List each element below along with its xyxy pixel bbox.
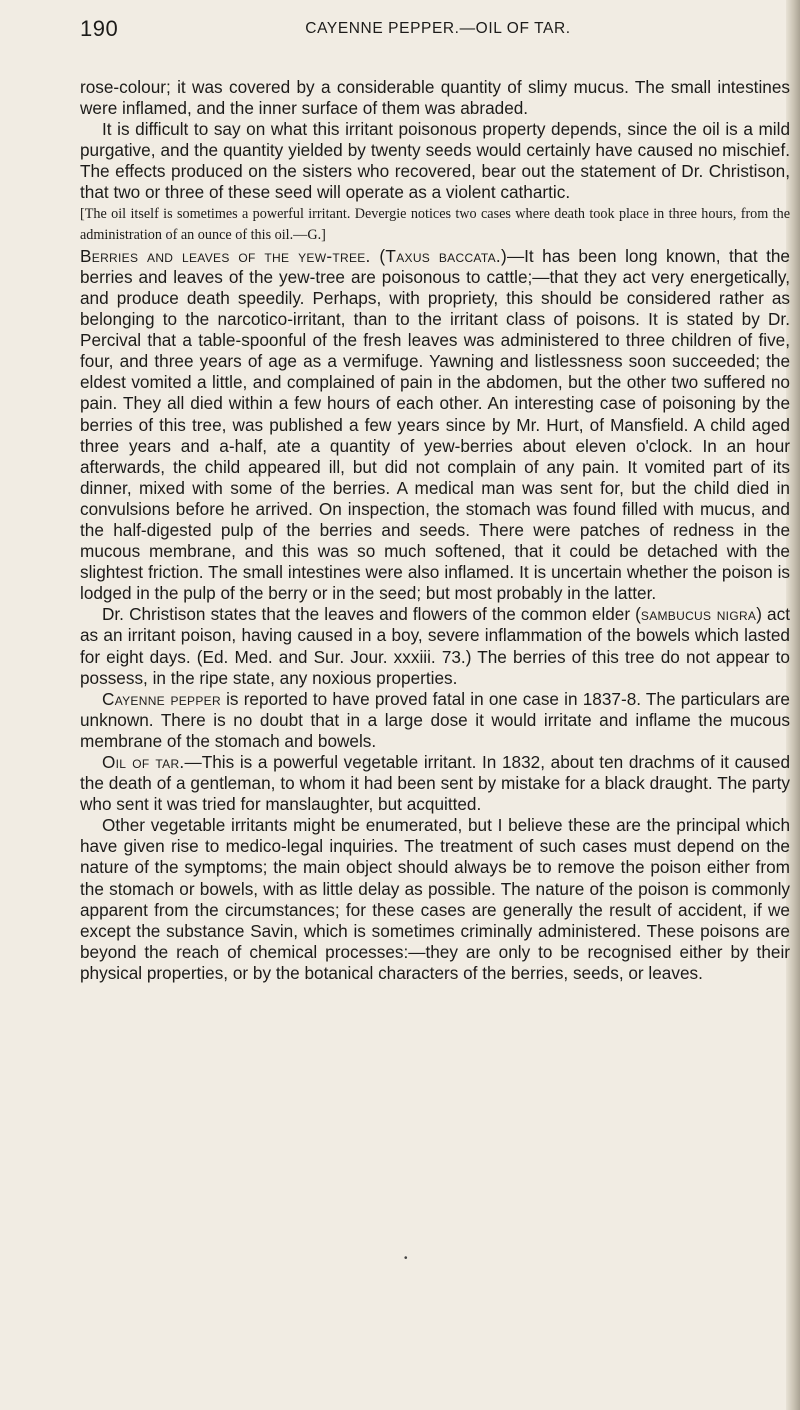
paragraph-irritant-property: It is difficult to say on what this irritant poisonous property depends, since the oil is a mild purgative, and the quantity yielded by twenty seeds would certainly have caused no mischief. The effects produced on the sisters who recovered, bear out the statement of Dr. Christison, that two or three of these seed will operate as a violent cathartic. (80, 119, 790, 203)
cayenne-text: is reported to have proved fatal in one case in 1837-8. The particulars are unknown. There is no doubt that in a large dose it would irritate and inflame the mucous membrane of the stomach and bowels. (80, 688, 790, 751)
paragraph-cayenne (80, 689, 790, 752)
elder-species: sambucus nigra (640, 604, 757, 625)
editor-note: [The oil itself is sometimes a powerful irritant. Devergie notices two cases where death took place in three hours, from the administration of an ounce of this oil.—G.] (80, 205, 790, 243)
running-head: CAYENNE PEPPER.—OIL OF TAR. (305, 20, 571, 37)
paragraph-continuation: rose-colour; it was covered by a considerable quantity of slimy mucus. The small intestines were inflamed, and the inner surface of them was abraded. (80, 77, 790, 119)
section-heading-yew: Berries and leaves of the yew-tree. (Taxus baccata.) (80, 245, 507, 266)
paragraph-elder (80, 604, 790, 688)
elder-text-b: ) act as an irritant poison, having caused in a boy, severe inflammation of the bowels which lasted for eight days. (Ed. Med. and Sur. Jour. xxxiii. 73.) The berries of this tree do not appear to possess, in the ripe state, any noxious properties. (80, 604, 790, 688)
paragraph-other-irritants: Other vegetable irritants might be enumerated, but I believe these are the principal which have given rise to medico-legal inquiries. The treatment of such cases must depend on the nature of the symptoms; the main object should always be to remove the poison either from the stomach or bowels, with as little delay as possible. The nature of the poison is commonly apparent from the circumstances; for these cases are generally the result of accident, if we except the substance Savin, which is sometimes criminally administered. These poisons are beyond the reach of chemical processes:—they are only to be recognised either by their physical properties, or by the botanical characters of the berries, seeds, or leaves. (80, 815, 790, 983)
section-heading-cayenne: Cayenne pepper (102, 688, 221, 709)
footer-mark: • (404, 1253, 408, 1264)
paragraph-yew-tree (80, 246, 790, 605)
section-heading-oil-of-tar: Oil of tar. (102, 752, 185, 772)
paragraph-oil-of-tar (80, 752, 790, 815)
yew-text: —It has been long known, that the berries and leaves of the yew-tree are poisonous to cattle;—that they act very energetically, and produce death speedily. Perhaps, with propriety, this should be considered rather as belonging to the narcotico-irritant, than to the irritant class of poisons. It is stated by Dr. Percival that a table-spoonful of the fresh leaves was administered to three children of five, four, and three years of age as a vermifuge. Yawning and listlessness soon succeeded; the eldest vomited a little, and complained of pain in the abdomen, but the other two suffered no pain. They all died within a few hours of each other. An interesting case of poisoning by the berries of this tree, was published a few years since by Mr. Hurt, of Mansfield. A child aged three years and a-half, ate a quantity of yew-berries about eleven o'clock. In an hour afterwards, the child appeared ill, but did not complain of any pain. It vomited part of its dinner, mixed with some of the berries. A medical man was sent for, but the child died in convulsions before he arrived. On inspection, the stomach was found filled with mucus, and the half-digested pulp of the berries and seeds. There were patches of redness in the mucous membrane, and this was so much softened, that it could be detached with the slightest friction. The small intestines were also inflamed. It is uncertain whether the poison is lodged in the pulp of the berry or in the seed; but most probably in the latter. (80, 245, 790, 604)
elder-text-a: Dr. Christison states that the leaves and flowers of the common elder ( (102, 604, 641, 625)
page-number: 190 (80, 16, 119, 41)
body-text (80, 77, 790, 984)
oil-of-tar-text: —This is a powerful vegetable irritant. In 1832, about ten drachms of it caused the death of a gentleman, to whom it had been sent by mistake for a black draught. The party who sent it was tried for manslaughter, but acquitted. (80, 752, 790, 815)
page-header (80, 16, 756, 56)
